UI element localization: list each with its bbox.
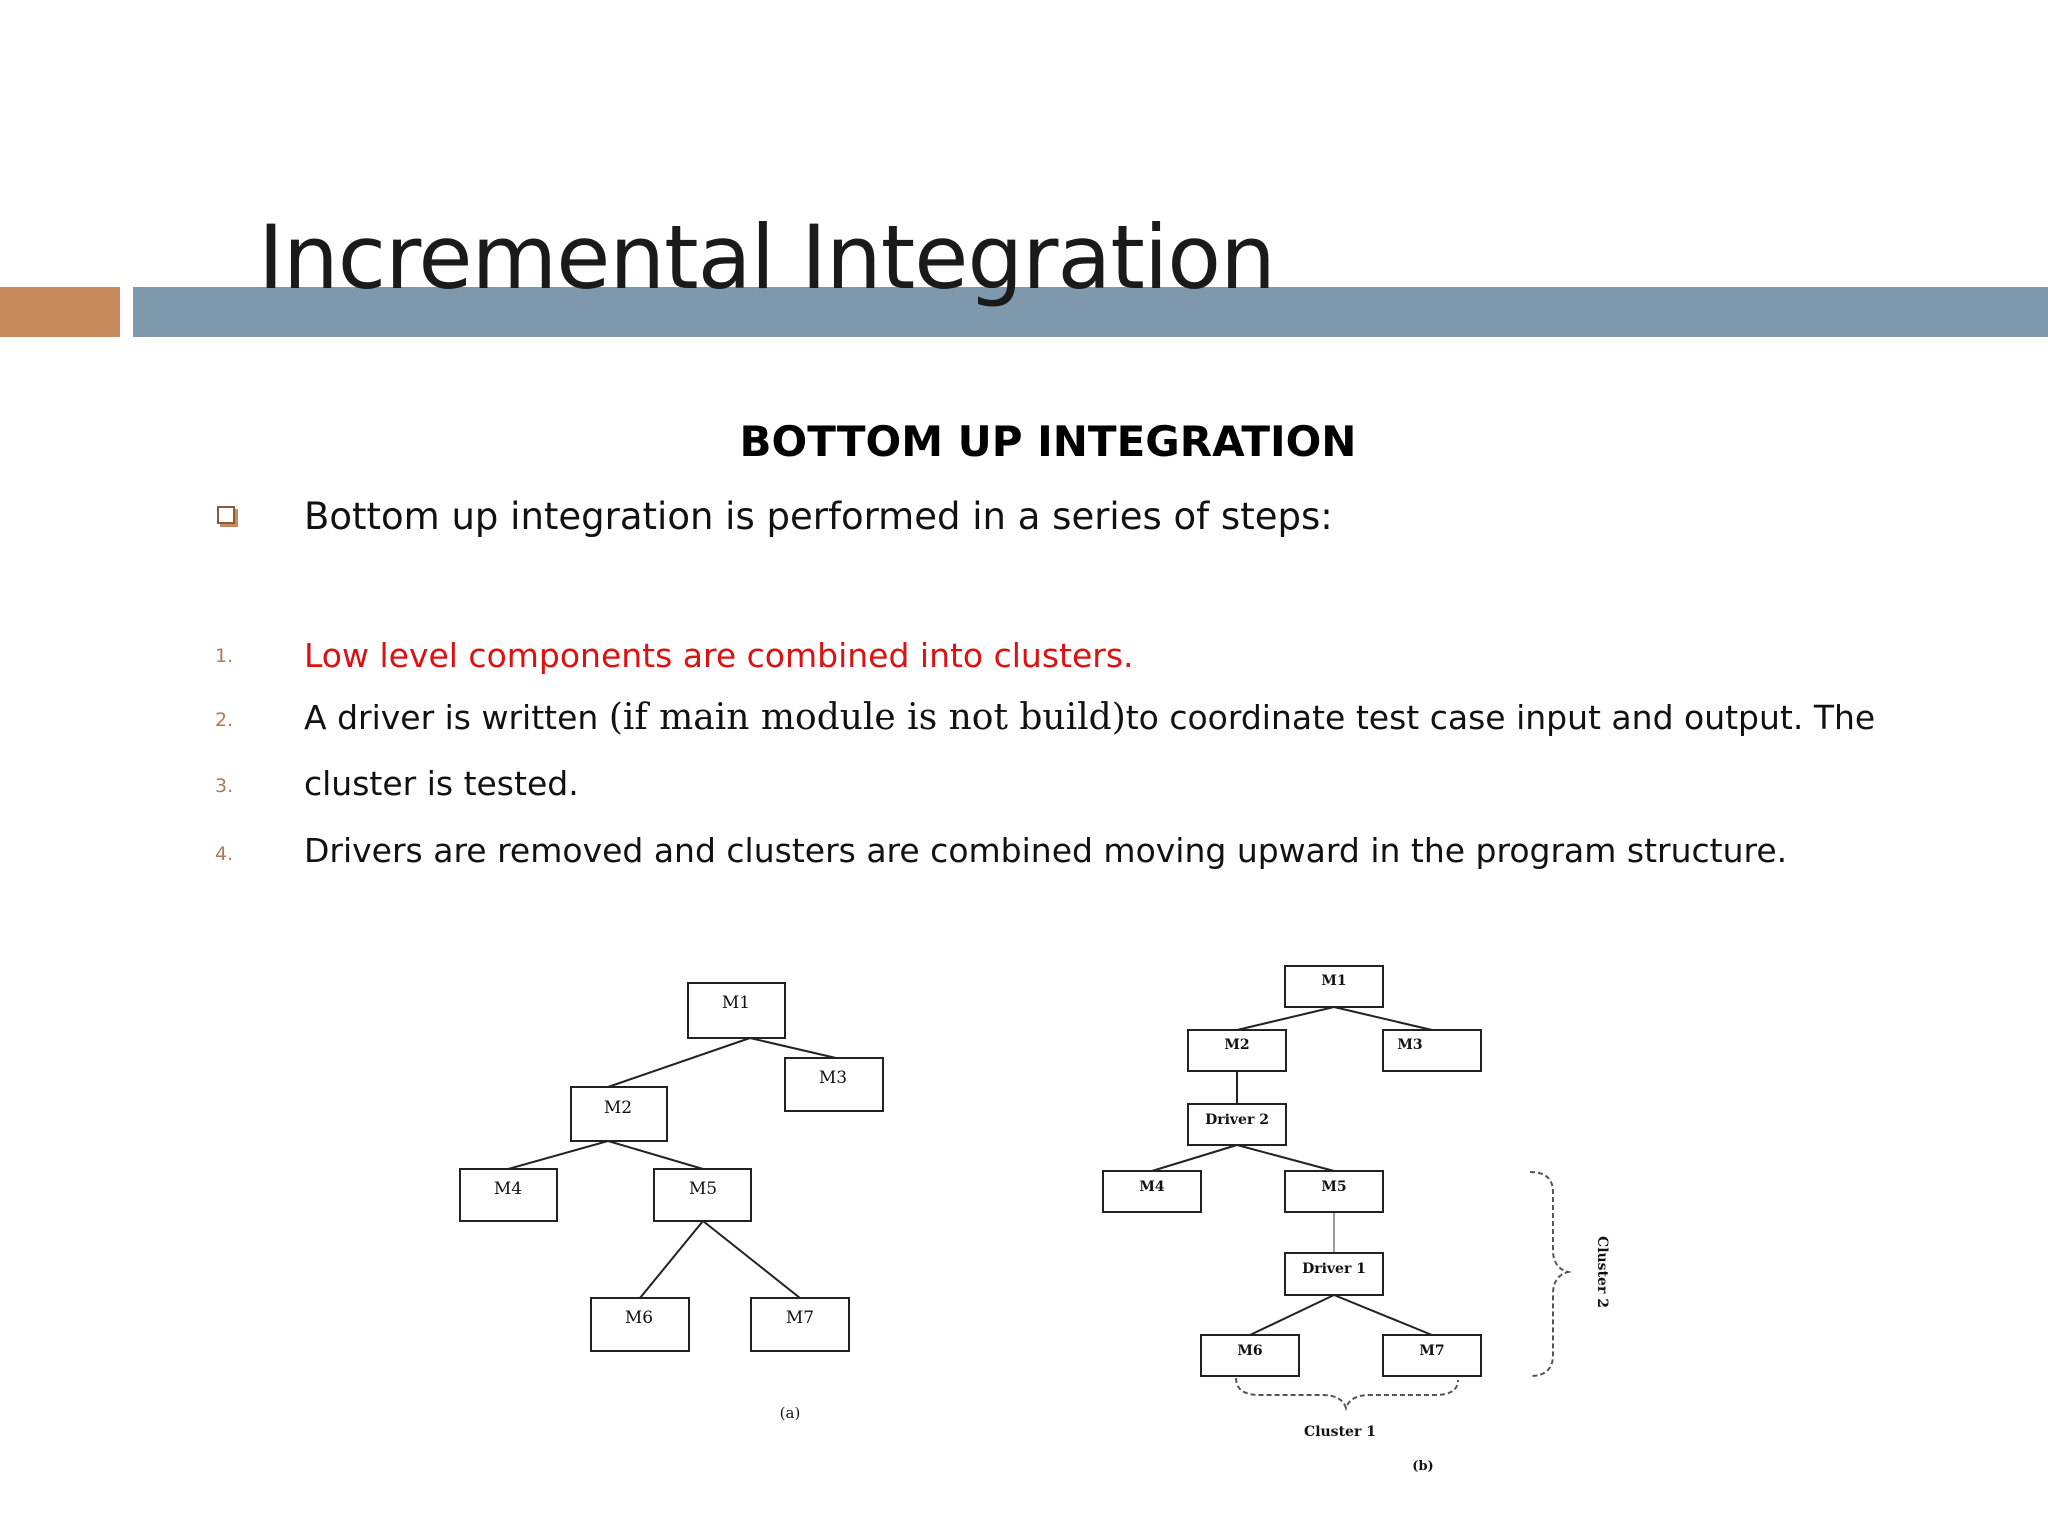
a-m2-label: M2 — [603, 1098, 633, 1118]
edge-b-m1-m3 — [1334, 1007, 1432, 1030]
cluster1-label: Cluster 1 — [1304, 1424, 1376, 1440]
step-number-3: 3. — [215, 775, 234, 797]
edge-b-driver2-m5 — [1237, 1145, 1334, 1171]
b-m2-label: M2 — [1224, 1037, 1250, 1053]
edge-b-driver1-m6 — [1250, 1295, 1334, 1335]
b-driver2-label: Driver 2 — [1205, 1112, 1269, 1128]
b-m5-label: M5 — [1321, 1179, 1347, 1195]
step-1-text: Low level components are combined into clusters. — [304, 636, 1134, 675]
cluster2-brace — [1530, 1172, 1568, 1376]
a-m7-label: M7 — [785, 1308, 815, 1328]
step-number-1: 1. — [215, 645, 234, 667]
cluster2-label: Cluster 2 — [1594, 1236, 1610, 1308]
edge-b-driver2-m4 — [1152, 1145, 1237, 1171]
edge-a-m5-m7 — [703, 1221, 800, 1298]
b-driver1-label: Driver 1 — [1302, 1261, 1366, 1277]
step-number-4: 4. — [215, 843, 234, 865]
edge-b-driver1-m7 — [1334, 1295, 1432, 1335]
slide-title: Incremental Integration — [258, 206, 1275, 309]
edge-b-m1-m2 — [1237, 1007, 1334, 1030]
intro-bullet: Bottom up integration is performed in a series of steps: — [304, 495, 1333, 538]
b-m4-label: M4 — [1139, 1179, 1165, 1195]
b-m7-label: M7 — [1419, 1343, 1445, 1359]
b-m6-label: M6 — [1237, 1343, 1263, 1359]
a-m4-label: M4 — [493, 1179, 523, 1199]
a-m1-label: M1 — [721, 993, 751, 1013]
edge-a-m2-m5 — [608, 1141, 703, 1169]
step-2-text-serif: (if main module is not build) — [608, 697, 1126, 738]
cluster1-brace — [1236, 1378, 1458, 1408]
b-m3-label: M3 — [1397, 1037, 1423, 1053]
b-m1-label: M1 — [1321, 973, 1347, 989]
edge-a-m2-m4 — [508, 1141, 608, 1169]
step-4-text: Drivers are removed and clusters are combined moving upward in the program structure. — [304, 831, 1788, 870]
edge-a-m1-m3 — [750, 1038, 836, 1058]
a-m5-label: M5 — [688, 1179, 718, 1199]
step-number-2: 2. — [215, 709, 234, 731]
diagram-a-caption: (a) — [779, 1404, 801, 1422]
step-2-text-after: to coordinate test case input and output. The — [1125, 698, 1876, 737]
step-3-text: cluster is tested. — [304, 764, 579, 803]
step-2-text-before: A driver is written — [304, 698, 609, 737]
edge-a-m1-m2 — [608, 1038, 750, 1087]
slide-subtitle: BOTTOM UP INTEGRATION — [739, 417, 1357, 466]
edge-a-m5-m6 — [640, 1221, 703, 1298]
a-m6-label: M6 — [624, 1308, 654, 1328]
diagram-b-caption: (b) — [1412, 1459, 1434, 1474]
a-m3-label: M3 — [818, 1068, 848, 1088]
